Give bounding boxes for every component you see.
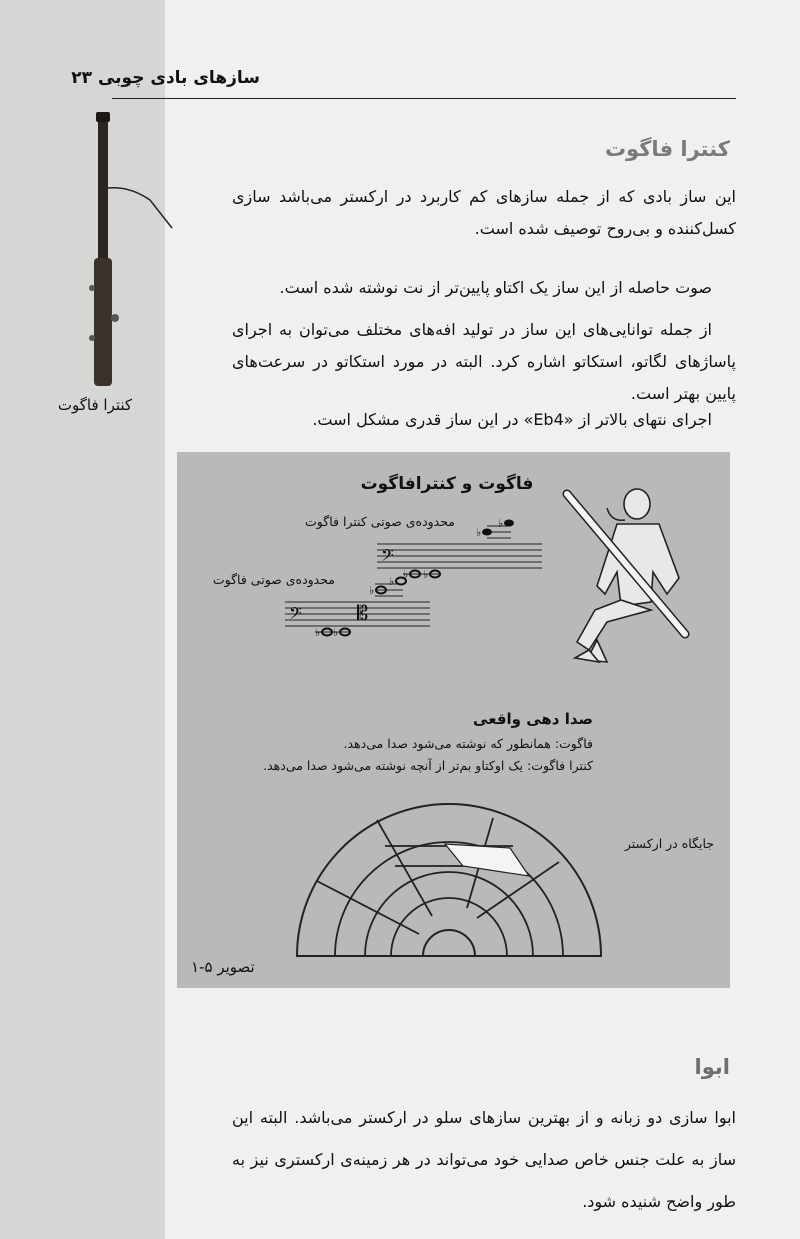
svg-text:♭: ♭ (498, 517, 504, 530)
paragraph-4: اجرای نتهای بالاتر از «Eb4» در این ساز قدری مشکل است. (312, 410, 712, 429)
svg-text:♭: ♭ (423, 568, 429, 581)
svg-text:♭: ♭ (369, 584, 375, 597)
figure-box (177, 452, 730, 988)
orchestra-position-label: جایگاه در ارکستر (624, 836, 714, 851)
figure-caption: تصویر ۵-۱ (191, 958, 255, 976)
paragraph-2: صوت حاصله از این ساز یک اکتاو پایین‌تر از نت نوشته شده است. (279, 278, 712, 297)
contrabassoon-illustration (60, 108, 180, 393)
sounding-title: صدا دهی واقعی (473, 710, 593, 728)
paragraph-1: این ساز بادی که از جمله سازهای کم کاربرد در ارکستر می‌باشد سازی کسل‌کننده و بی‌روح توصیف شده است. (232, 187, 736, 238)
paragraph-3: از جمله توانایی‌های این ساز در تولید افه‌های مختلف می‌توان به اجرای پاساژهای لگاتو، استکاتو اشاره کرد. البته در مورد استکاتو در سرعت‌های پایین بهتر است. (232, 320, 736, 403)
range-bassoon-label: محدوده‌ی صوتی فاگوت (212, 572, 335, 587)
svg-text:♭: ♭ (333, 626, 339, 639)
figure-title: فاگوت و کنترافاگوت (360, 474, 534, 494)
sounding-contrabassoon: کنترا فاگوت: یک اوکتاو بم‌تر از آنچه نوشته می‌شود صدا می‌دهد. (263, 758, 593, 773)
paragraph-oboe: ابوا سازی دو زبانه و از بهترین سازهای سلو در ارکستر می‌باشد. البته این ساز به علت جنس خاص صدایی خود می‌تواند در هر زمینه‌ی ارکستری نیز به طور واضح شنیده شود. (232, 1108, 736, 1211)
header-title: سازهای بادی چوبی ۲۳ (71, 68, 260, 88)
section-heading-oboe: ابوا (694, 1055, 730, 1079)
svg-text:♭: ♭ (403, 568, 409, 581)
svg-text:♭: ♭ (476, 526, 482, 539)
svg-text:𝄡: 𝄡 (357, 601, 369, 625)
svg-text:♭: ♭ (389, 575, 395, 588)
svg-text:♭: ♭ (315, 626, 321, 639)
orchestra-seating-diagram (295, 804, 603, 960)
svg-text:𝄢: 𝄢 (289, 603, 302, 627)
range-contrabassoon-label: محدوده‌ی صوتی کنترا فاگوت (305, 514, 455, 529)
staff-bassoon (285, 570, 435, 650)
instrument-caption: کنترا فاگوت (57, 396, 133, 414)
section-heading-contrabassoon: کنترا فاگوت (604, 137, 730, 161)
contrabassoon-player-illustration (567, 482, 707, 672)
running-header (71, 64, 736, 99)
svg-text:𝄢: 𝄢 (381, 545, 394, 569)
sounding-bassoon: فاگوت: همانطور که نوشته می‌شود صدا می‌دهد. (343, 736, 593, 751)
